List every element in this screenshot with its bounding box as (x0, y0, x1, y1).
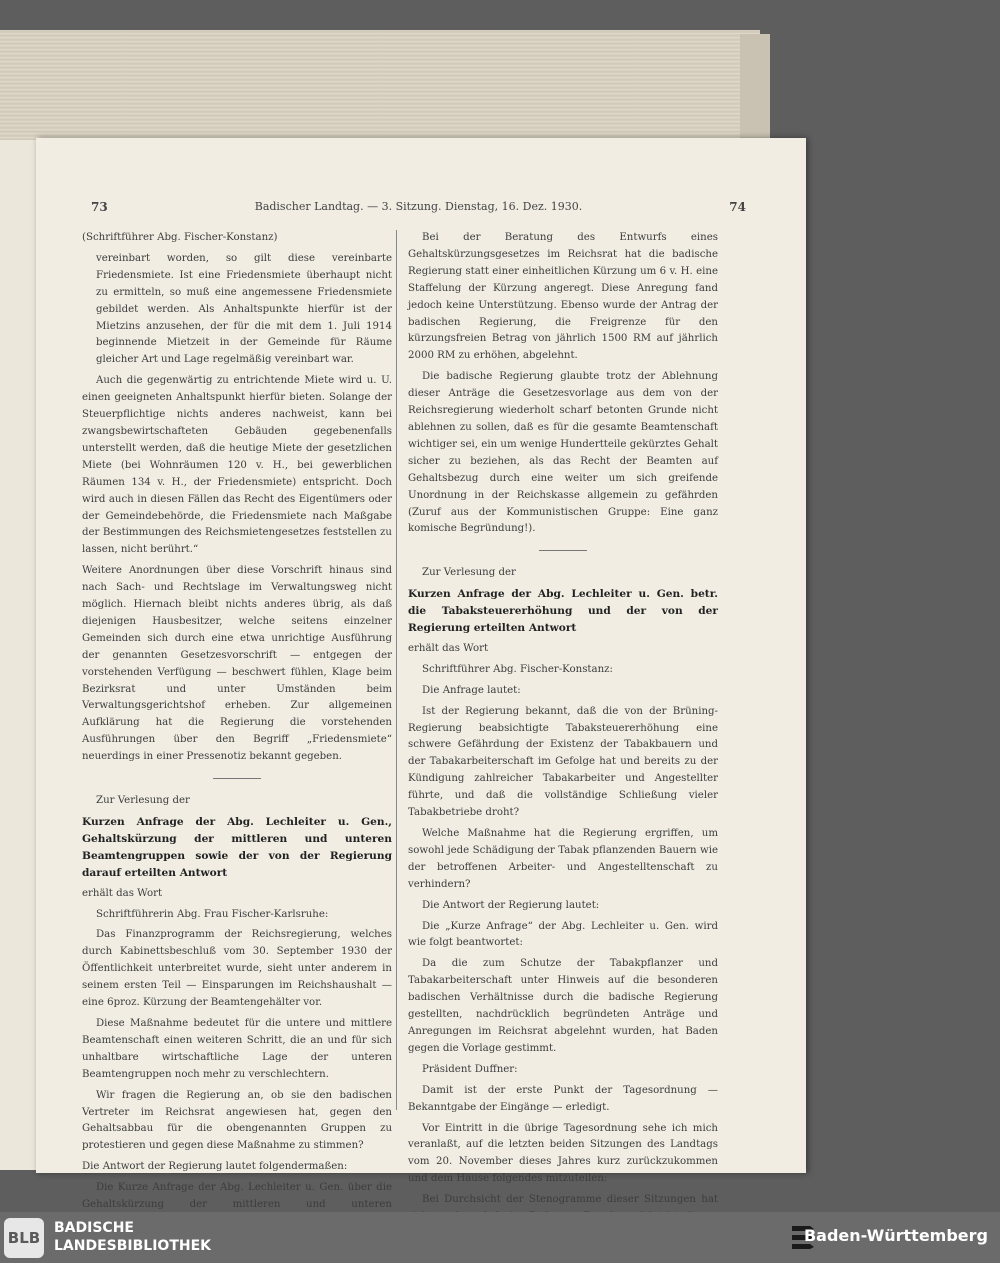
library-name-line1: BADISCHE (54, 1220, 134, 1236)
paragraph: Weitere Anordnungen über diese Vorschrift hinaus sind nach Sach- und Rechtslage im Verwaltungsweg nicht möglich. Hiernach bleibt nichts anderes übrig, als daß diejenigen Hausbesitzer, welche seitens einzelner Gemeinden sich durch eine etwa unrichtige Ausführung der genannten Gesetzesvorschrift — entgegen der vorstehenden Verfügung — beschwert fühlen, Klage beim Bezirksrat und unter Umständen beim Verwaltungsgerichtshof erheben. Zur allgemeinen Aufklärung hat die Regierung die vorstehenden Ausführungen über den Begriff „Friedensmiete“ neuerdings in einer Pressenotiz bekannt gegeben. (82, 565, 392, 763)
library-name-line2: LANDESBIBLIOTHEK (54, 1238, 212, 1254)
paragraph: (Schriftführer Abg. Fischer-Konstanz) (82, 232, 278, 243)
page-number-right: 74 (729, 200, 746, 214)
section-separator (539, 550, 587, 551)
footer-bar (0, 1212, 1000, 1263)
paragraph: Wir fragen die Regierung an, ob sie den badischen Vertreter im Reichsrat angewiesen hat, gegen den Gehaltsabbau für die obengenannten Gruppen zu protestieren und gegen diese Maßnahme zu stimmen? (82, 1089, 392, 1152)
paragraph: Welche Maßnahme hat die Regierung ergriffen, um sowohl jede Schädigung der Tabak pflanzenden Bauern wie der betroffenen Arbeiter- und Angestelltenschaft zu verhindern? (408, 828, 718, 890)
paragraph: Ist der Regierung bekannt, daß die von der Brüning-Regierung beabsichtigte Tabaksteuererhöhung eine schwere Gefährdung der Existenz der Tabakbauern und der Tabakarbeiterschaft im Gefolge hat und bereits zu der Kündigung zahlreicher Tabakarbeiter und Angestellter führte, und daß die vollständige Schließung vieler Tabakbetriebe droht? (408, 705, 718, 819)
paragraph: vereinbart worden, so gilt diese vereinbarte Friedensmiete. Ist eine Friedensmiete überhaupt nicht zu ermitteln, so muß eine angemessene Friedensmiete gebildet werden. Als Anhaltspunkte hierfür ist der Mietzins anzusehen, der für die mit dem 1. Juli 1914 beginnende Mietzeit in der Gemeinde für Räume gleicher Art und Lage regelmäßig vereinbart war. (96, 252, 392, 366)
paragraph: Präsident Duffner: (422, 1063, 518, 1075)
blb-logo[interactable]: BLB (4, 1218, 44, 1258)
paragraph: Vor Eintritt in die übrige Tagesordnung sehe ich mich veranlaßt, auf die letzten beiden Sitzungen des Landtags vom 20. November dieses Jahres kurz zurückzukommen und dem Hause folgendes mitzuteilen: (408, 1122, 718, 1185)
paragraph: Die Antwort der Regierung lautet folgendermaßen: (82, 1161, 348, 1173)
paragraph: Diese Maßnahme bedeutet für die untere und mittlere Beamtenschaft einen weiteren Schritt, die an und für sich unhaltbare wirtschaftliche Lage der unteren Beamtengruppen noch mehr zu verschlechtern. (82, 1017, 392, 1080)
paragraph: Das Finanzprogramm der Reichsregierung, welches durch Kabinettsbeschluß vom 30. September 1930 der Öffentlichkeit unterbreitet wurde, sieht unter anderem in seinem ersten Teil — Einsparungen im Reichshaushalt — eine 6proz. Kürzung der Beamtengehälter vor. (82, 929, 392, 1009)
paragraph: Die badische Regierung glaubte trotz der Ablehnung dieser Anträge die Gesetzesvorlage aus dem von der Reichsregierung wiederholt scharf betonten Grunde nicht ablehnen zu sollen, daß es für die gesamte Beamtenschaft wichtiger sei, ein um wenige Hundertteile gekürztes Gehalt sicher zu beziehen, als das Recht der Beamten auf Gehaltsbezug durch eine weiter um sich greifende Unordnung in der Reichskasse allgemein zu gefährden (Zuruf aus der Kommunistischen Gruppe: Eine ganz komische Begründung!). (408, 371, 718, 535)
paragraph: Damit ist der erste Punkt der Tagesordnung — Bekanntgabe der Eingänge — erledigt. (408, 1084, 718, 1113)
section-separator (213, 778, 261, 779)
paragraph: Zur Verlesung der (96, 795, 190, 807)
section-heading: Kurzen Anfrage der Abg. Lechleiter u. Gen., Gehaltskürzung der mittleren und unteren Beamtengruppen sowie der von der Regierung darauf erteilten Antwort (82, 816, 392, 879)
left-column (82, 230, 392, 1235)
running-title: Badischer Landtag. — 3. Sitzung. Dienstag, 16. Dez. 1930. (254, 200, 583, 213)
book-page-edges (0, 30, 760, 140)
paragraph: Bei Durchsicht der Stenogramme dieser Sitzungen hat (422, 1194, 718, 1206)
paragraph: Auch die gegenwärtig zu entrichtende Miete wird u. U. einen geeigneten Anhaltspunkt hierfür bieten. Solange der Steuerpflichtige nichts anderes nachweist, kann bei zwangsbewirtschafteten Gebäuden gegebenenfalls unterstellt werden, daß die heutige Miete der gesetzlichen Miete (bei Wohnräumen 120 v. H., bei gewerblichen Räumen 134 v. H., der Friedensmiete) entspricht. Doch wird auch in diesen Fällen das Recht des Eigentümers oder der Gemeindebehörde, die Friedensmiete nach Maßgabe der Bestimmungen des Reichsmietengesetzes feststellen zu lassen, nicht berührt.“ (82, 375, 392, 556)
paragraph: Die Kurze Anfrage der Abg. Lechleiter u. Gen. über die Gehaltskürzung der mittleren und unteren (82, 1182, 392, 1211)
paragraph: Da die zum Schutze der Tabakpflanzer und Tabakarbeiterschaft unter Hinweis auf die besonderen badischen Verhältnisse durch die badische Regierung gestellten, nachdrücklich begründeten Anträge und Anregungen im Reichsrat abgelehnt wurden, hat Baden gegen die Vorlage gestimmt. (408, 958, 718, 1054)
paragraph: Die Anfrage lautet: (422, 684, 521, 696)
column-divider (396, 230, 397, 1110)
page-header (91, 200, 746, 214)
partner-name[interactable]: Baden-Württemberg (803, 1226, 988, 1245)
paragraph: Schriftführerin Abg. Frau Fischer-Karlsruhe: (96, 908, 329, 920)
library-name[interactable] (54, 1219, 211, 1255)
paragraph: Die „Kurze Anfrage“ der Abg. Lechleiter u. Gen. wird wie folgt beantwortet: (408, 920, 718, 949)
section-heading: Kurzen Anfrage der Abg. Lechleiter u. Gen. betr. die Tabaksteuererhöhung und der von der Regierung erteilten Antwort (408, 588, 718, 635)
paragraph: Zur Verlesung der (422, 567, 516, 579)
paragraph: erhält das Wort (408, 642, 489, 654)
page-number-left: 73 (91, 200, 108, 214)
document-page (36, 138, 806, 1211)
paragraph: Die Antwort der Regierung lautet: (422, 899, 600, 911)
paragraph: Schriftführer Abg. Fischer-Konstanz: (422, 663, 613, 675)
previous-page-edge (0, 140, 36, 1170)
right-column (408, 230, 718, 1230)
paragraph: erhält das Wort (82, 887, 163, 899)
paragraph: Bei der Beratung des Entwurfs eines Gehaltskürzungsgesetzes im Reichsrat hat die badische Regierung statt einer einheitlichen Kürzung um 6 v. H. eine Staffelung der Kürzung angeregt. Diese Anregung fand jedoch keine Unterstützung. Ebenso wurde der Antrag der badischen Regierung, die Freigrenze für den kürzungsfreien Betrag von jährlich 1500 RM auf jährlich 2000 RM zu erhöhen, abgelehnt. (408, 232, 718, 362)
